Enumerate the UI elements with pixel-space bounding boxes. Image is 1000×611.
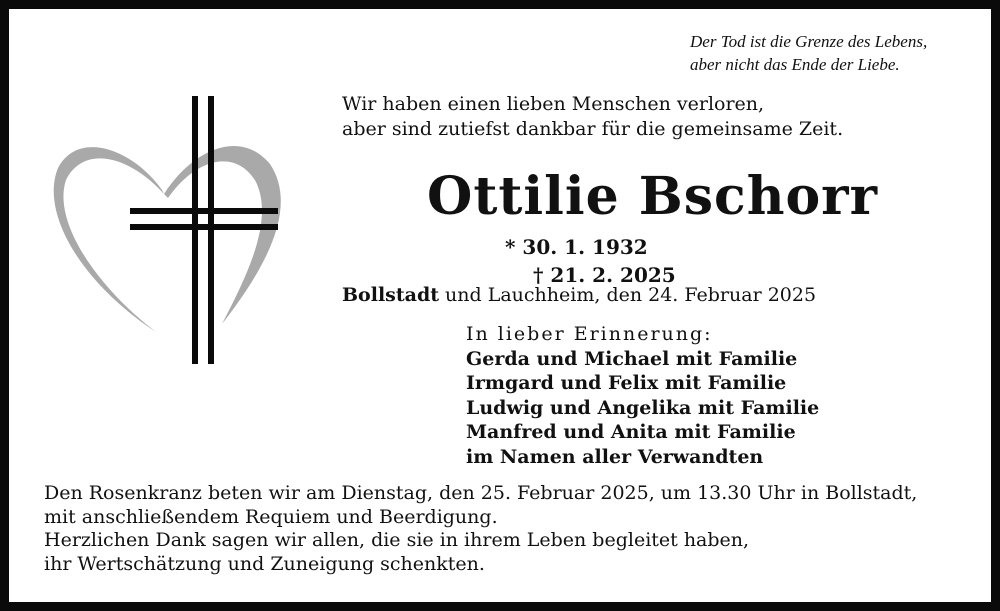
cross-icon — [130, 96, 278, 364]
footer-line: mit anschließendem Requiem und Beerdigung. — [44, 505, 498, 528]
footer-line: Herzlichen Dank sagen wir allen, die sie in ihrem Leben begleitet haben, — [44, 529, 750, 551]
deceased-name: Ottilie Bschorr — [427, 166, 878, 227]
mourner-entry: Manfred und Anita mit Familie — [466, 421, 796, 443]
quote — [690, 30, 980, 76]
mourner-entry: Gerda und Michael mit Familie — [466, 347, 798, 370]
heart-outline-icon — [164, 146, 281, 324]
place-date-line — [342, 282, 902, 308]
mourners-block — [466, 322, 886, 469]
mourner-entry: im Namen aller Verwandten — [466, 445, 764, 468]
mourner-entry: Irmgard und Felix mit Familie — [466, 372, 787, 394]
heart-cross-icon — [44, 94, 284, 394]
intro-line: Wir haben einen lieben Menschen verloren, — [342, 93, 765, 115]
place-date: und Lauchheim, den 24. Februar 2025 — [439, 284, 817, 306]
intro-text — [342, 92, 902, 142]
quote-line: aber nicht das Ende der Liebe. — [690, 55, 900, 74]
footer-line: ihr Wertschätzung und Zuneigung schenkten. — [44, 552, 485, 575]
quote-line: Der Tod ist die Grenze des Lebens, — [690, 32, 928, 51]
mourner-entry: Ludwig und Angelika mit Familie — [466, 396, 820, 419]
footer-text — [44, 482, 974, 576]
mourners-heading: In lieber Erinnerung: — [466, 323, 713, 345]
life-dates — [505, 233, 825, 289]
place-name: Bollstadt — [342, 284, 440, 306]
death-date: † 21. 2. 2025 — [533, 263, 676, 287]
intro-line: aber sind zutiefst dankbar für die gemeinsame Zeit. — [342, 118, 844, 140]
birth-date: * 30. 1. 1932 — [505, 235, 648, 259]
heart-outline-icon — [54, 147, 164, 332]
footer-line: Den Rosenkranz beten wir am Dienstag, den 25. Februar 2025, um 13.30 Uhr in Bollstadt, — [44, 482, 918, 504]
